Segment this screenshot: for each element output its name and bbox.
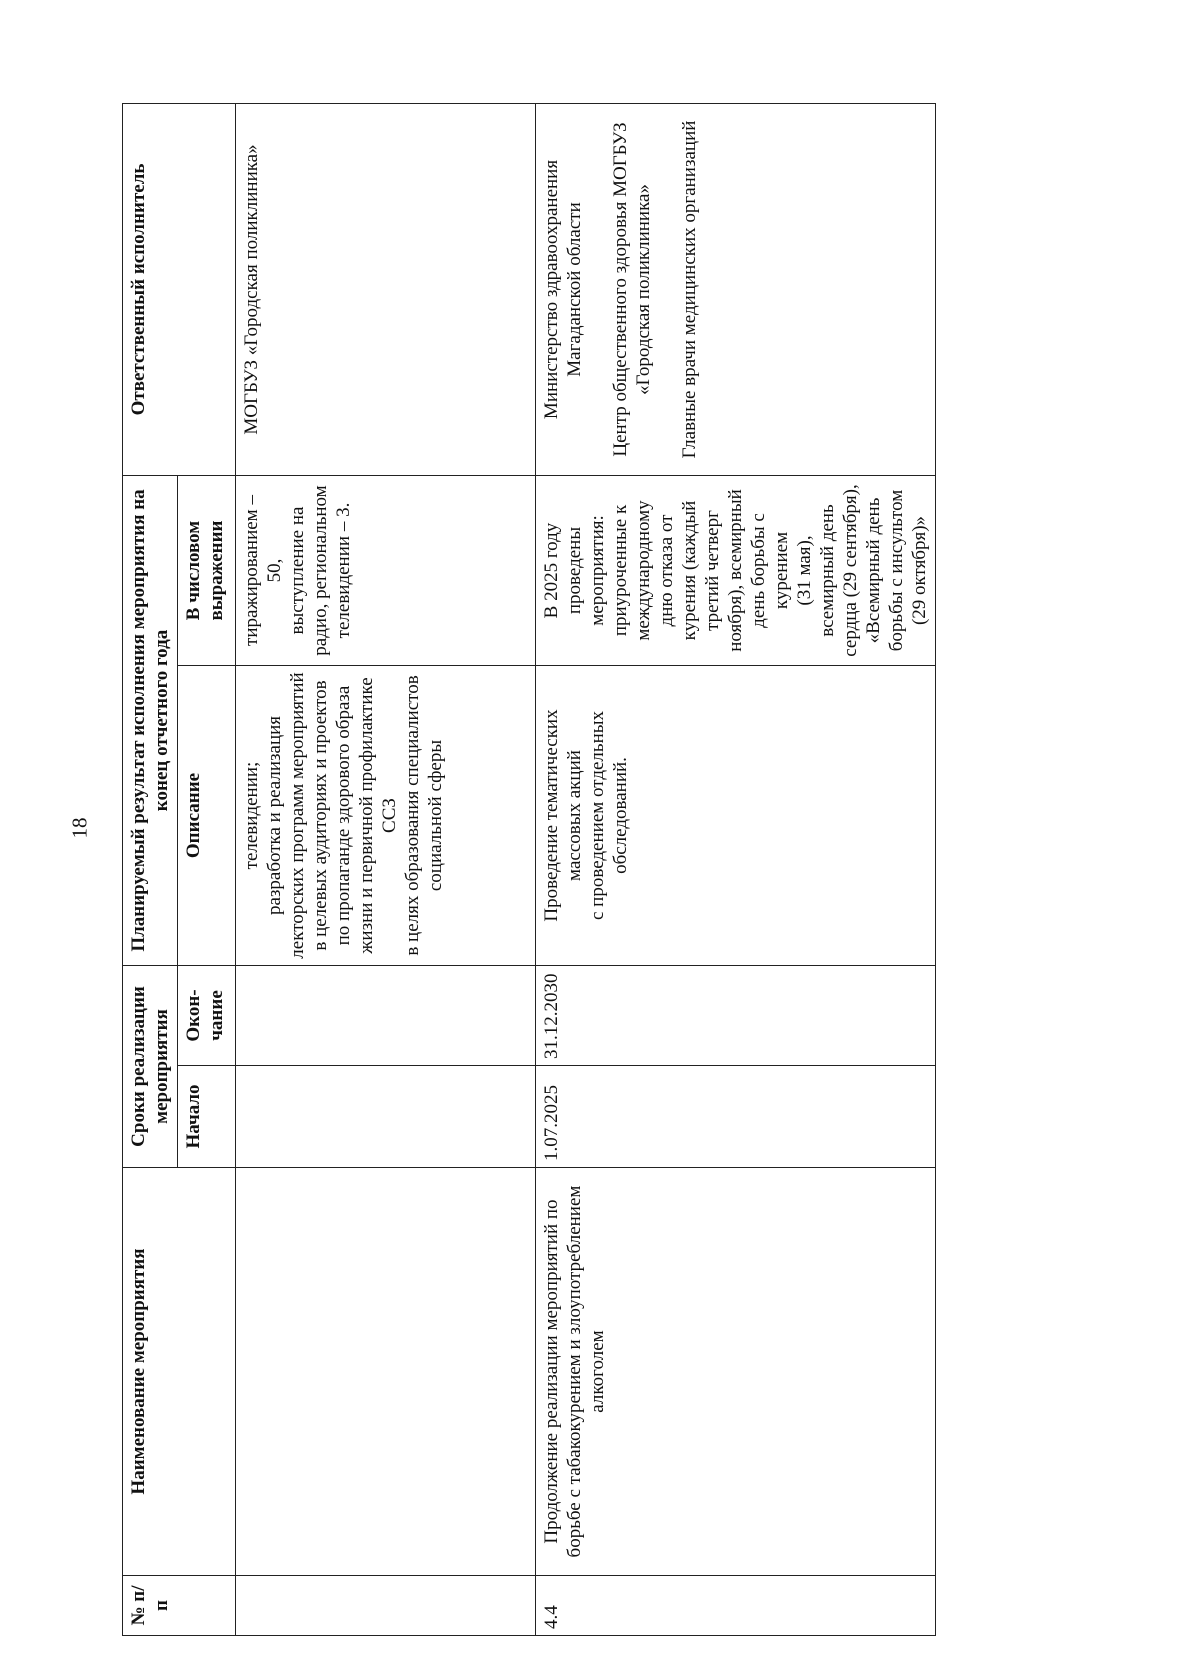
cell-num: 4.4 [536,1576,936,1636]
cell-numeric: В 2025 году проведены мероприятия: приуроченные к международному дню отказа от курения (каждый третий четверг ноября), всемирный день борьбы с курением (31 мая), всемирный день сердца (29 сентября), «Всемирный день борьбы с инсультом (29 октября)» [536,475,936,665]
cell-end: 31.12.2030 [536,966,936,1066]
cell-numeric: тиражированием – 50, выступление на радио, региональном телевидении – 3. [236,475,536,665]
header-num: № п/п [123,1576,236,1636]
header-terms: Сроки реализации мероприятия [123,966,178,1168]
table-row [236,103,536,1635]
header-end: Окон- чание [178,966,236,1066]
header-name: Наименование мероприятия [123,1168,236,1576]
header-description: Описание [178,666,236,966]
cell-responsible: МОГБУЗ «Городская поликлиника» [236,103,536,475]
cell-responsible: Министерство здравоохранения Магаданской области Центр общественного здоровья МОГБУЗ «Городская поликлиника» Главные врачи медицинских организаций [536,103,936,475]
header-result: Планируемый результат исполнения мероприятия на конец отчетного года [123,475,178,965]
header-numeric: В числовом выражении [178,475,236,665]
cell-name: Продолжение реализации мероприятий по борьбе с табакокурением и злоупотреблением алкоголем [536,1168,936,1576]
cell-name [236,1168,536,1576]
cell-start [236,1066,536,1168]
activities-table [122,103,936,1636]
header-start: Начало [178,1066,236,1168]
cell-description: Проведение тематических массовых акций с проведением отдельных обследований. [536,666,936,966]
cell-description: телевидении; разработка и реализация лекторских программ мероприятий в целевых аудиториях и проектов по пропаганде здорового образа жизни и первичной профилактике ССЗ в целях образования специалистов социальной сферы [236,666,536,966]
table-row [536,103,936,1635]
cell-num [236,1576,536,1636]
rotated-sheet [122,104,1200,1636]
cell-end [236,966,536,1066]
cell-start: 1.07.2025 [536,1066,936,1168]
header-responsible: Ответственный исполнитель [123,103,236,475]
page-number: 18 [67,817,92,839]
